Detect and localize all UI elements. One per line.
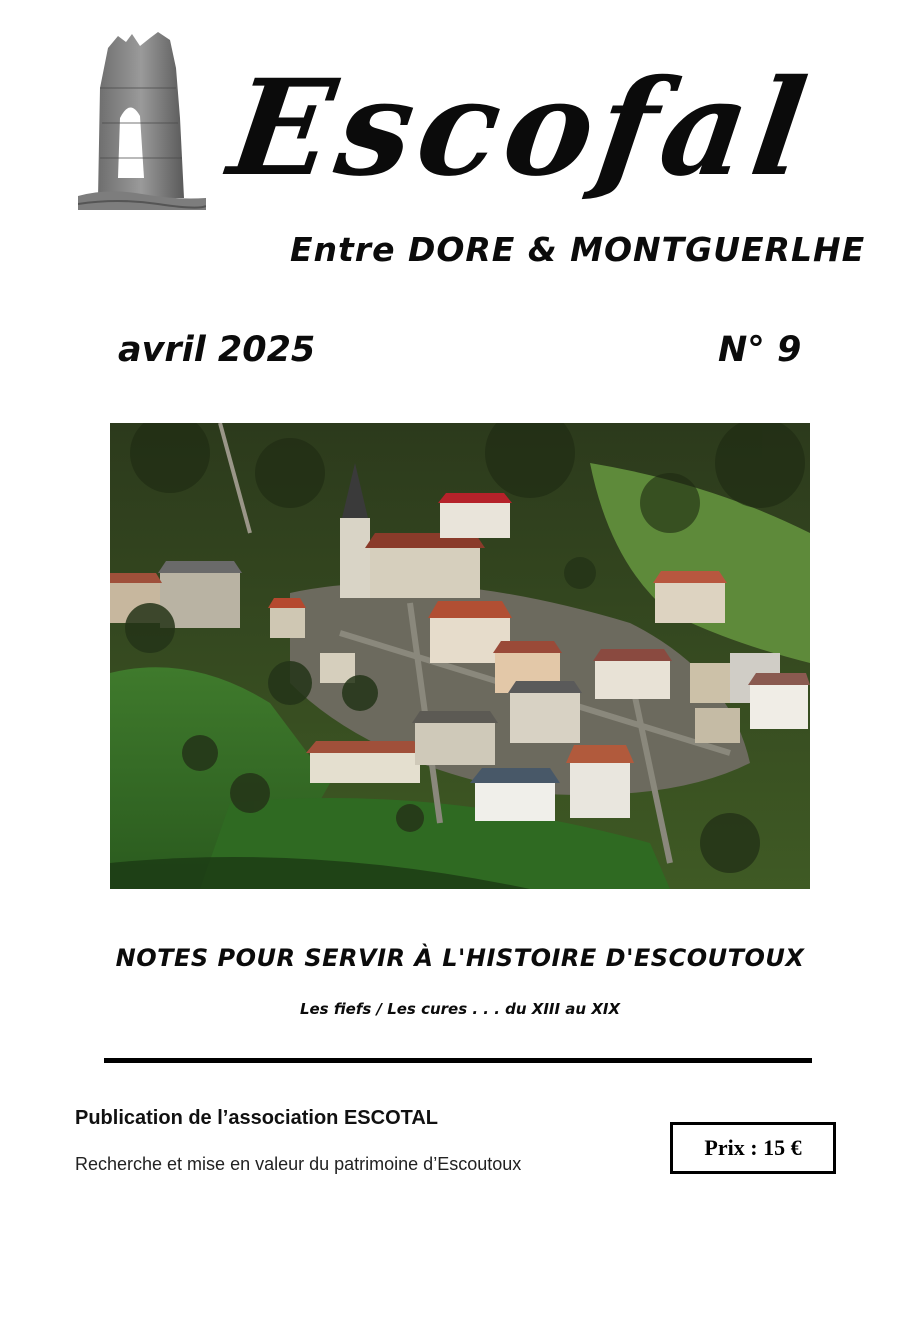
masthead-brand: Escofal <box>221 51 821 206</box>
divider-rule <box>104 1058 812 1063</box>
publisher-description: Recherche et mise en valeur du patrimoine d’Escoutoux <box>75 1154 522 1174</box>
publisher-title: Publication de l’association ESCOTAL <box>75 1107 439 1129</box>
cover-tagline: Les fiefs / Les cures . . . du XIII au XIX <box>299 1000 621 1018</box>
village-aerial-photo <box>110 423 810 889</box>
issue-number: N° 9 <box>718 330 802 370</box>
issue-date: avril 2025 <box>118 330 316 370</box>
price-box: Prix : 15 € <box>670 1122 836 1174</box>
cover-headline: NOTES POUR SERVIR À L'HISTOIRE D'ESCOUTOUX <box>115 944 805 972</box>
tower-ruin-logo <box>78 28 206 210</box>
masthead-subtitle: Entre DORE & MONTGUERLHE <box>290 230 866 269</box>
